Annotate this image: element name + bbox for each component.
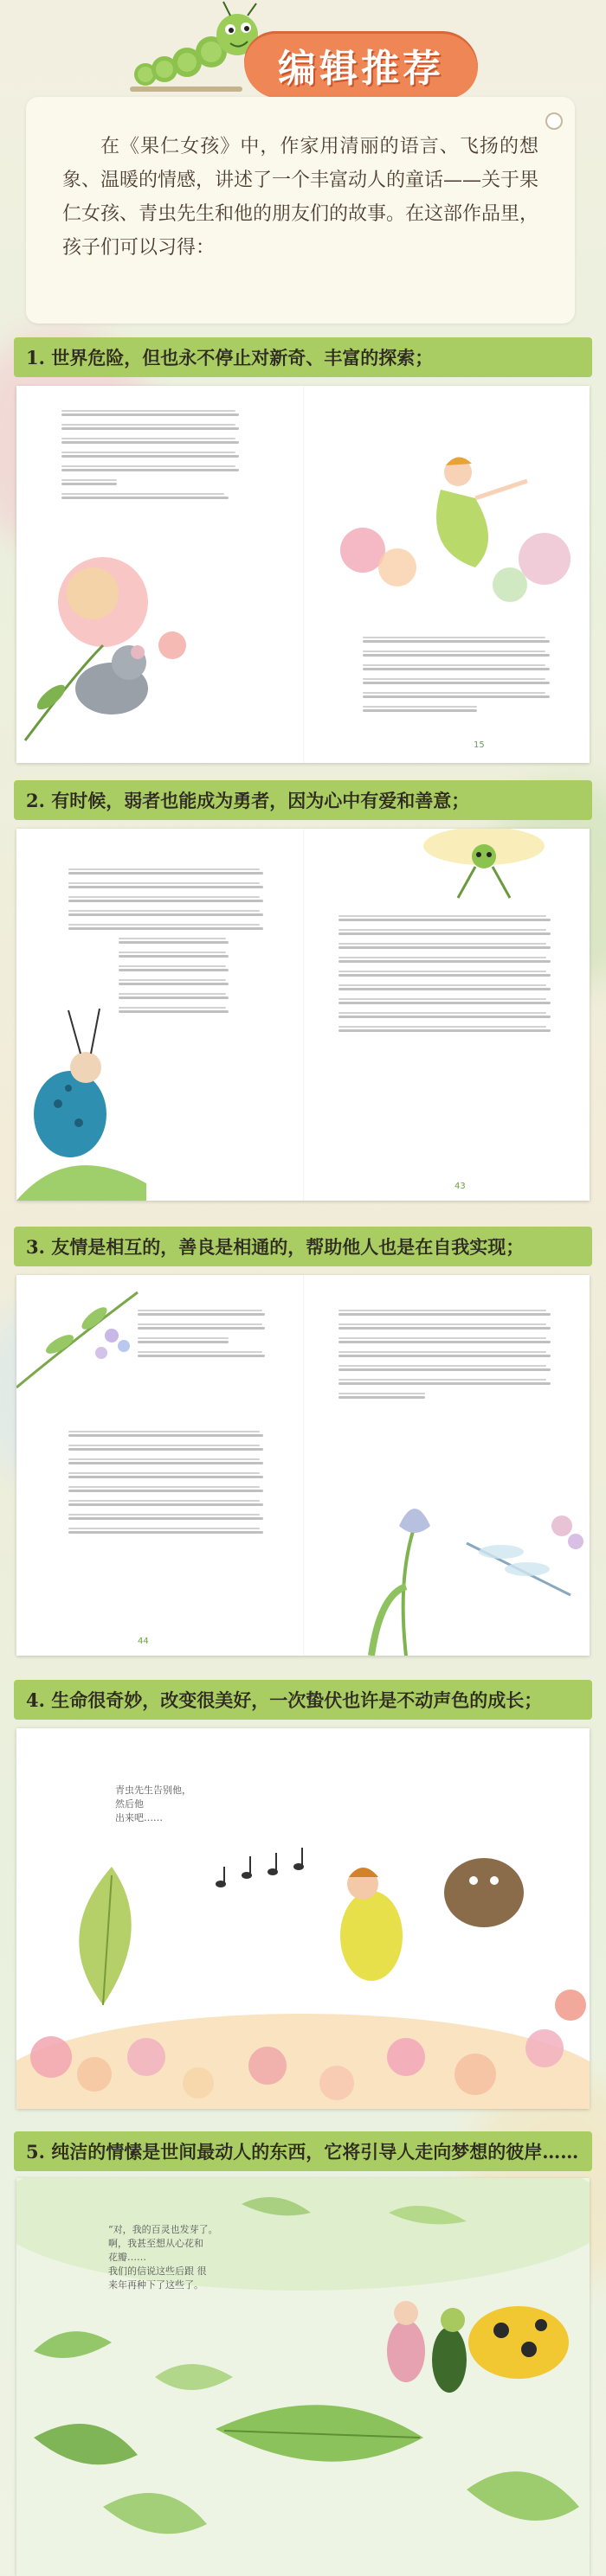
story-line: 青虫先生告别他， (115, 1785, 191, 1796)
book-spread-2 (16, 829, 590, 1201)
page-text (115, 1784, 236, 1825)
nut-girl-illustration (328, 438, 579, 619)
story-line: 出来吧…… (115, 1812, 163, 1823)
section-header-4 (14, 1680, 592, 1720)
page-number: 15 (474, 740, 485, 750)
story-line: 来年再种下了这些了。 (108, 2279, 203, 2291)
page-text-left (61, 410, 247, 507)
section-header-3 (14, 1227, 592, 1266)
section-header-1 (14, 337, 592, 377)
page-number: 44 (138, 1637, 149, 1646)
section-header-2 (14, 780, 592, 820)
story-line: “对，我的百灵也发芽了。 (108, 2224, 218, 2235)
title-banner (244, 31, 478, 99)
story-line: 花瓣…… (108, 2252, 146, 2263)
tulip-dragonfly-illustration (354, 1491, 588, 1656)
section-label: 1. 世界危险，但也永不停止对新奇、丰富的探索； (26, 347, 434, 368)
intro-box (26, 97, 575, 324)
blue-beetle-illustration (16, 984, 146, 1201)
intro-text: 在《果仁女孩》中，作家用清丽的语言、飞扬的想象、温暖的情感，讲述了一个丰富动人的童话——关于果仁女孩、青虫先生和他的朋友们的故事。在这部作品里，孩子们可以习得： (62, 136, 539, 259)
leaves-dancers-illustration (16, 2178, 590, 2576)
book-spread-3 (16, 1275, 590, 1656)
flower-field-illustration (16, 1832, 590, 2109)
section-label: 4. 生命很奇妙，改变很美好，一次蛰伏也许是不动声色的成长； (26, 1689, 543, 1711)
branch-illustration (16, 1275, 146, 1396)
story-line: 啊，我甚至想从心花和 (108, 2238, 203, 2249)
section-header-5 (14, 2131, 592, 2171)
book-gutter (303, 829, 305, 1201)
section-label: 3. 友情是相互的，善良是相通的，帮助他人也是在自我实现； (26, 1236, 525, 1258)
section-label: 2. 有时候，弱者也能成为勇者，因为心中有爱和善意； (26, 790, 470, 811)
flower-mouse-illustration (16, 541, 207, 763)
book-spread-5 (16, 2178, 590, 2576)
story-line: 然后他 (115, 1798, 144, 1810)
page-text-right (338, 1310, 555, 1407)
page-number: 43 (455, 1182, 466, 1191)
header (0, 0, 606, 104)
page-text-left (68, 1431, 268, 1541)
page-title: 编辑推荐 (278, 47, 444, 91)
grasshopper-illustration (397, 829, 571, 907)
story-line: 我们的信说这些后跟 很 (108, 2265, 207, 2277)
page-text-right (363, 637, 553, 720)
page-text (108, 2223, 281, 2292)
book-gutter (303, 386, 305, 763)
pin-icon (545, 112, 563, 130)
book-spread-4 (16, 1728, 590, 2109)
page-text-right (338, 915, 555, 1040)
book-gutter (303, 1275, 305, 1656)
book-spread-1 (16, 386, 590, 763)
page-text-left-top (138, 1310, 268, 1365)
section-label: 5. 纯洁的情愫是世间最动人的东西，它将引导人走向梦想的彼岸…… (26, 2141, 579, 2163)
